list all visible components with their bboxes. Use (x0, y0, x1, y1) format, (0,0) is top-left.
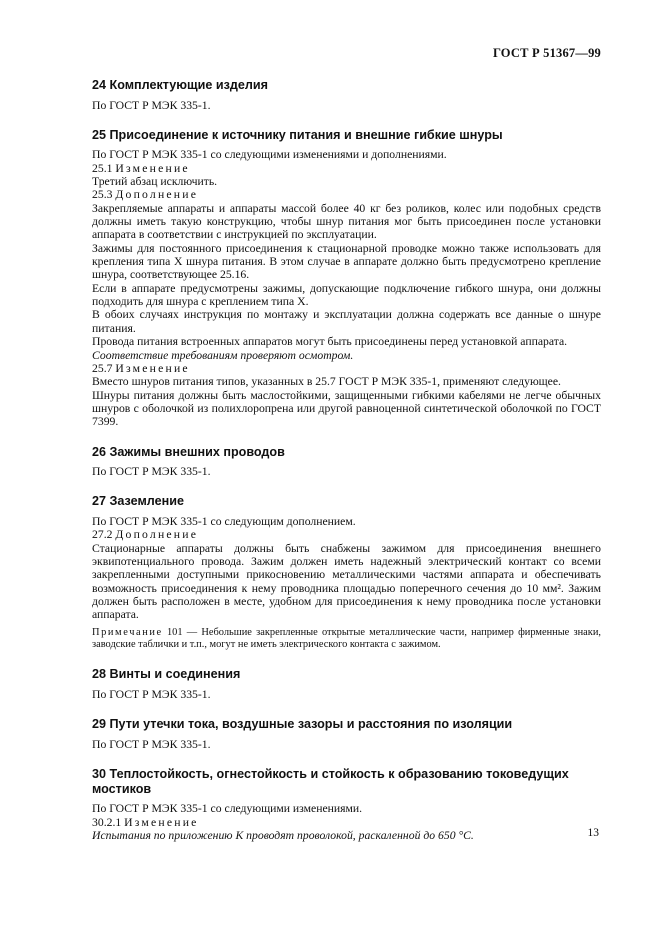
clause-25-7 (92, 362, 601, 375)
clause-label: Изменение (115, 361, 190, 375)
clause-number: 25.7 (92, 361, 113, 375)
section-26-title: 26 Зажимы внешних проводов (92, 444, 285, 459)
section-24-text: По ГОСТ Р МЭК 335-1. (92, 98, 211, 112)
section-26-text: По ГОСТ Р МЭК 335-1. (92, 465, 211, 479)
section-24 (92, 78, 601, 112)
section-30-intro: По ГОСТ Р МЭК 335-1 со следующими изменениями. (92, 802, 363, 816)
note-text: 101 — Небольшие закрепленные открытые металлические части, например фирменные знаки, заводские таблички и т.п., могут не иметь электрического контакта с зажимом. (92, 626, 601, 651)
paragraph: Провода питания встроенных аппаратов могут быть присоединены перед установкой аппарата. (92, 335, 568, 349)
clause-25-3 (92, 188, 601, 201)
section-29-title: 29 Пути утечки тока, воздушные зазоры и расстояния по изоляции (92, 717, 513, 732)
paragraph: Испытания по приложению K проводят проволокой, раскаленной до 650 °С. (92, 828, 474, 842)
paragraph: Если в аппарате предусмотрены зажимы, допускающие подключение гибкого шнура, они должны подходить для шнура с креплением типа X. (92, 281, 601, 309)
section-28-title: 28 Винты и соединения (92, 667, 241, 682)
clause-30-2-1 (92, 816, 601, 829)
clause-label: Дополнение (115, 528, 199, 542)
paragraph: Закрепляемые аппараты и аппараты массой более 40 кг без роликов, колес или подобных средств должны иметь такую конструкцию, чтобы шнур питания мог быть присоединен после установки аппарата в соответствии с инструкцией по эксплуатации. (92, 201, 601, 242)
section-29-text: По ГОСТ Р МЭК 335-1. (92, 737, 211, 751)
clause-25-1-text: Третий абзац исключить. (92, 175, 218, 189)
section-27 (92, 494, 601, 651)
clause-label: Изменение (124, 815, 199, 829)
clause-25-1 (92, 162, 601, 175)
clause-number: 27.2 (92, 528, 113, 542)
paragraph: В обоих случаях инструкция по монтажу и эксплуатации должна содержать все данные о шнуре питания. (92, 308, 601, 335)
section-27-intro: По ГОСТ Р МЭК 335-1 со следующим дополнением. (92, 514, 356, 528)
section-28-text: По ГОСТ Р МЭК 335-1. (92, 687, 211, 701)
section-25-title: 25 Присоединение к источнику питания и внешние гибкие шнуры (92, 127, 503, 142)
section-30 (92, 767, 601, 842)
clause-number: 25.3 (92, 188, 113, 202)
paragraph: Стационарные аппараты должны быть снабжены зажимом для присоединения внешнего эквипотенциального провода. Зажим должен иметь надежный электрический контакт со всеми закрепленными доступными прикосновению металлическими частями аппарата и обеспечивать возможность присоединения к нему проводника площадью поперечного сечения до 10 мм². Зажим должен быть расположен в месте, удобном для присоединения к нему проводника после установки аппарата. (92, 541, 601, 622)
paragraph: Вместо шнуров питания типов, указанных в 25.7 ГОСТ Р МЭК 335-1, применяют следующее. (92, 375, 561, 389)
section-26 (92, 445, 601, 479)
clause-number: 25.1 (92, 161, 113, 175)
section-25-intro: По ГОСТ Р МЭК 335-1 со следующими изменениями и дополнениями. (92, 148, 447, 162)
page-number: 13 (587, 827, 599, 839)
clause-label: Изменение (115, 161, 190, 175)
section-30-title: 30 Теплостойкость, огнестойкость и стойкость к образованию токоведущих мостиков (92, 767, 569, 796)
compliance-check: Соответствие требованиям проверяют осмотром. (92, 348, 354, 362)
standard-number: ГОСТ Р 51367—99 (492, 46, 601, 60)
clause-27-2 (92, 528, 601, 541)
section-24-title: 24 Комплектующие изделия (92, 78, 268, 92)
section-27-title: 27 Заземление (92, 494, 184, 509)
section-25 (92, 128, 601, 429)
page-content (92, 78, 601, 842)
note-101 (92, 627, 601, 652)
section-29 (92, 717, 601, 751)
paragraph: Зажимы для постоянного присоединения к стационарной проводке можно также использовать для крепления типа X шнура питания. В этом случае в аппарате должно быть предусмотрено крепление шнура, соответствующее 25.16. (92, 241, 601, 282)
note-label: Примечание (92, 626, 163, 638)
clause-label: Дополнение (115, 188, 199, 202)
paragraph: Шнуры питания должны быть маслостойкими, защищенными гибкими кабелями не легче обычных шнуров с оболочкой из полихлоропрена или другой равноценной синтетической оболочкой по ГОСТ 7399. (92, 388, 601, 429)
section-28 (92, 667, 601, 701)
clause-number: 30.2.1 (92, 815, 122, 829)
